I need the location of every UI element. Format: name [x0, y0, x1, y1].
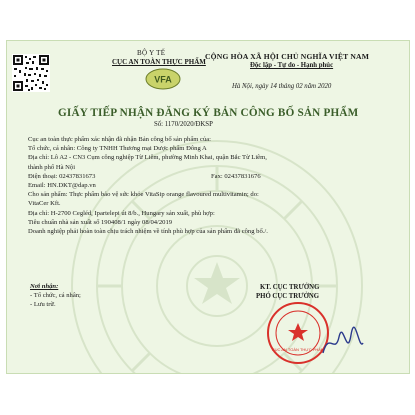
body-address-1: Địa chỉ: Lô A2 - CN3 Cụm công nghiệp Từ Liêm, phường Minh Khai, quận Bắc Từ Liêm,: [28, 154, 267, 162]
vfa-logo-icon: [145, 68, 181, 90]
issue-date: Hà Nội, ngày 14 tháng 02 năm 2020: [232, 83, 332, 90]
body-product-2: VitaCer Kft.: [28, 200, 61, 208]
svg-text:CỤC AN TOÀN THỰC PHẨM: CỤC AN TOÀN THỰC PHẨM: [271, 347, 325, 352]
body-responsibility: Doanh nghiệp phải hoàn toàn chịu trách nhiệm về tính phù hợp của sản phẩm đã công bố./.: [28, 228, 268, 236]
recipients-title: Nơi nhận:: [30, 283, 59, 290]
body-contact-row: [28, 172, 400, 181]
body-fax: Fax: 02437831676: [211, 172, 261, 180]
document-body: [28, 135, 400, 236]
document-title: GIẤY TIẾP NHẬN ĐĂNG KÝ BẢN CÔNG BỐ SẢN PHẨM: [58, 107, 359, 119]
body-product-1: Cho sản phẩm: Thực phẩm bảo vệ sức khỏe VitaSip orange flavoured multivitamin; do:: [28, 191, 259, 199]
agency-name: CỤC AN TOÀN THỰC PHẨM: [112, 58, 206, 66]
body-maker-address: Địa chỉ: H-2700 Cegléd, Ipartelepi út 8/b., Hungary sản xuất, phù hợp:: [28, 209, 215, 217]
handwritten-signature-icon: [319, 325, 367, 361]
qr-code-icon: [12, 54, 50, 92]
signer-title-2: PHÓ CỤC TRƯỞNG: [256, 293, 320, 300]
ministry-name: BỘ Y TẾ: [137, 49, 166, 57]
nation-motto: Độc lập - Tự do - Hạnh phúc: [250, 62, 334, 69]
signer-title-1: KT. CỤC TRƯỞNG: [260, 284, 320, 291]
body-org: Tổ chức, cá nhân: Công ty TNHH Thương mại Dược phẩm Đông A: [28, 145, 207, 153]
recipients-item: - Lưu trữ.: [30, 301, 56, 308]
body-standard: Tiêu chuẩn nhà sản xuất số 190408/1 ngày 08/04/2019: [28, 218, 173, 226]
body-intro: Cục an toàn thực phẩm xác nhận đã nhận Bản công bố sản phẩm của:: [28, 136, 212, 143]
nation-name: CỘNG HÒA XÃ HỘI CHỦ NGHĨA VIỆT NAM: [205, 52, 370, 61]
body-address-2: thành phố Hà Nội: [28, 163, 76, 171]
body-email: Email: HN.DKT@dap.vn: [28, 182, 96, 190]
svg-text:VFA: VFA: [154, 74, 172, 85]
body-phone: Điện thoại: 02437831673: [28, 172, 96, 180]
document-number: Số: 1170/2020/ĐKSP: [154, 121, 213, 128]
recipients-item: - Tổ chức, cá nhân;: [30, 292, 81, 299]
